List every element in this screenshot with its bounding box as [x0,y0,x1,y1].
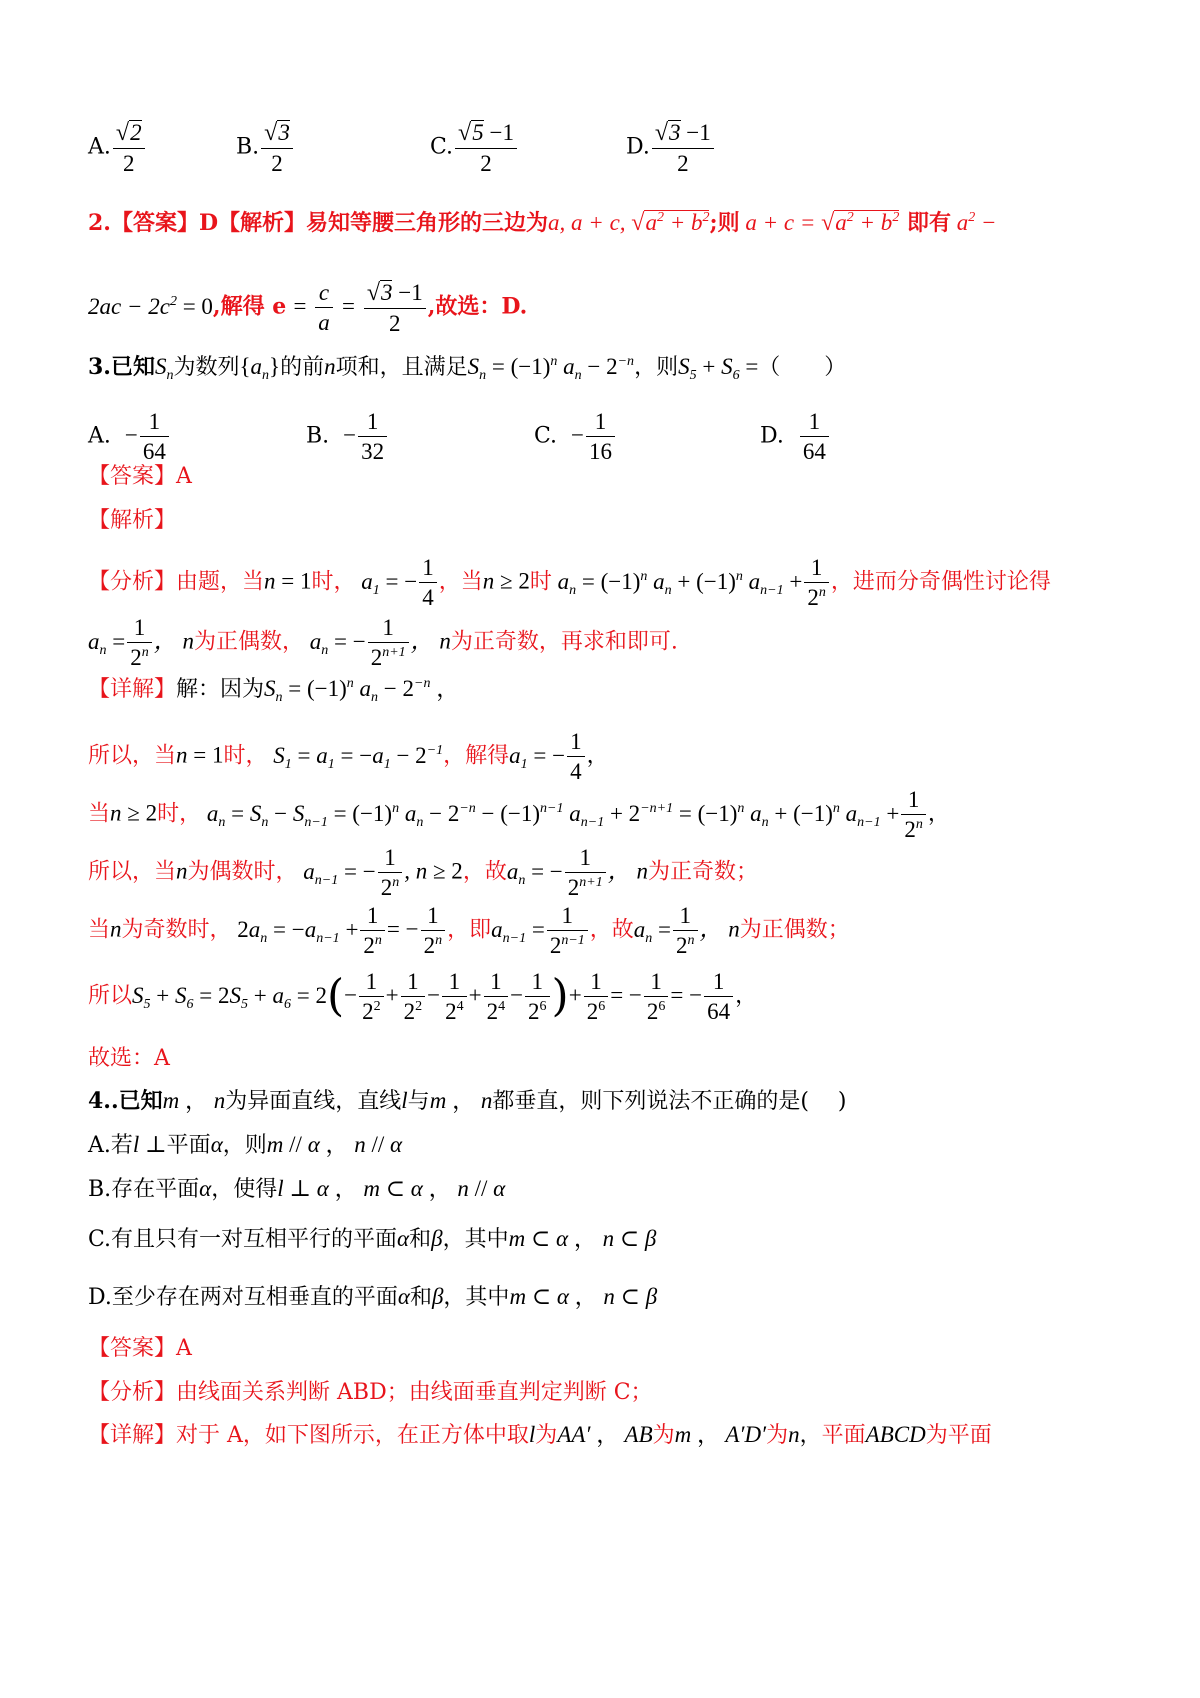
q3-conclusion: 故选：A [88,1046,170,1071]
q4-option-b: B.存在平面α，使得l ⊥ α ， m ⊂ α ， n // α [88,1176,506,1202]
q3-option-d: D. $\frac{1}{64}$ [760,410,831,463]
q1-option-a: A. $\frac{√2}{2}$ [88,120,147,175]
q3-jiexi: 【解析】 [88,508,177,533]
q3-detail-line1: 【详解】解：因为$S_n = (-1)^n$ $a_n - 2^{-n}$ ， [88,676,460,705]
q2-answer-line1: 2.【答案】D【解析】易知等腰三角形的三边为a, a + c, $√a^2 + b^2$;则 $a + c = √a^2 + b^2$ 即有 $a^2$ − [88,210,997,236]
q1-option-b: B. $\frac{√3}{2}$ [236,120,295,175]
q2-answer-line2: $2ac - 2c^2 = 0$,解得 e = $\frac{c}{a}$ = $\frac{√3 -1}{2}$ ,故选：D. [88,280,528,337]
q4-stem: 4..已知m ， n为异面直线，直线l与m ， n都垂直，则下列说法不正确的是( ) [88,1088,847,1114]
q3-stem: 3.已知$S_n$为数列$\{a_n\}$的前n项和，且满足$S_n = (-1)^n$ $a_n - 2^{-n}$，则$S_5 + S_6$ =（ ） [88,354,847,383]
q1-option-d: D. $\frac{√3 -1}{2}$ [626,120,716,175]
q4-analysis: 【分析】由线面关系判断 ABD；由线面垂直判定判断 C； [88,1380,653,1405]
q4-detail: 【详解】对于 A，如下图所示，在正方体中取l为AA′ ， AB为m ， A′D′为n，平面ABCD为平面 [88,1422,992,1448]
q3-option-b: B. − $\frac{1}{32}$ [306,410,389,463]
q3-analysis-line2: $a_n$ = $\frac{1}{2^n}$ ， n为正偶数， $a_n$ = − $\frac{1}{2^{n+1}}$ ， n为正奇数，再求和即可. [88,615,678,670]
q3-option-a: A. − $\frac{1}{64}$ [88,410,171,463]
q3-option-c: C. − $\frac{1}{16}$ [534,410,617,463]
q3-answer: 【答案】A [88,464,192,489]
q4-option-d: D.至少存在两对互相垂直的平面α和β，其中m ⊂ α ， n ⊂ β [88,1284,658,1310]
q4-answer: 【答案】A [88,1336,192,1361]
q4-option-a: A.若l ⊥平面α，则m // α ， n // α [88,1132,403,1158]
q1-option-c: C. $\frac{√5 -1}{2}$ [430,120,519,175]
q3-detail-line5: 当n为奇数时， $2a_n = -a_{n-1}$ + $\frac{1}{2^n}$ = − $\frac{1}{2^n}$ ，即$a_{n-1}$ = $\frac{1}{2^{n-1}}$ ，故$a_n$ = $\frac{1}{2^n}$ ， n为正偶数； [88,903,850,958]
q3-detail-line2: 所以，当n = 1时， $S_1 = a_1 = -a_1 - 2^{-1}$，解得$a_1$ = − $\frac{1}{4}$ ， [88,729,609,784]
q3-detail-line6: 所以$S_5 + S_6 = 2S_5 + a_6 = 2(-$ $\frac{1}{2^2}$ + $\frac{1}{2^2}$ − $\frac{1}{2^4}$ + $\frac{1}{2^4}$ − $\frac{1}{2^6}$ )+ $\frac{1}{2^6}$ = − $\frac{1}{2^6}$ = − $\frac{1}{64}$ ， [88,969,758,1024]
q4-option-c: C.有且只有一对互相平行的平面α和β，其中m ⊂ α ， n ⊂ β [88,1226,657,1252]
q3-analysis-line1: 【分析】由题，当n = 1时， $a_1$ = − $\frac{1}{4}$ ，当n ≥ 2时 $a_n = (-1)^n$ $a_n + (-1)^n$ $a_{n-1}$ + $\frac{1}{2^n}$ ，进而分奇偶性讨论得 [88,555,1051,610]
q3-detail-line3: 当n ≥ 2时， $a_n = S_n - S_{n-1} = (-1)^n$ $a_n - 2^{-n} - (-1)^{n-1}$ $a_{n-1} + 2^{-n+1} = (-1)^n$ $a_n + (-1)^n$ $a_{n-1}$ + $\frac{1}{2^n}$ ， [88,787,950,842]
q3-detail-line4: 所以，当n为偶数时， $a_{n-1}$ = − $\frac{1}{2^n}$ , n ≥ 2，故$a_n$ = − $\frac{1}{2^{n+1}}$ ， n为正奇数； [88,845,758,900]
